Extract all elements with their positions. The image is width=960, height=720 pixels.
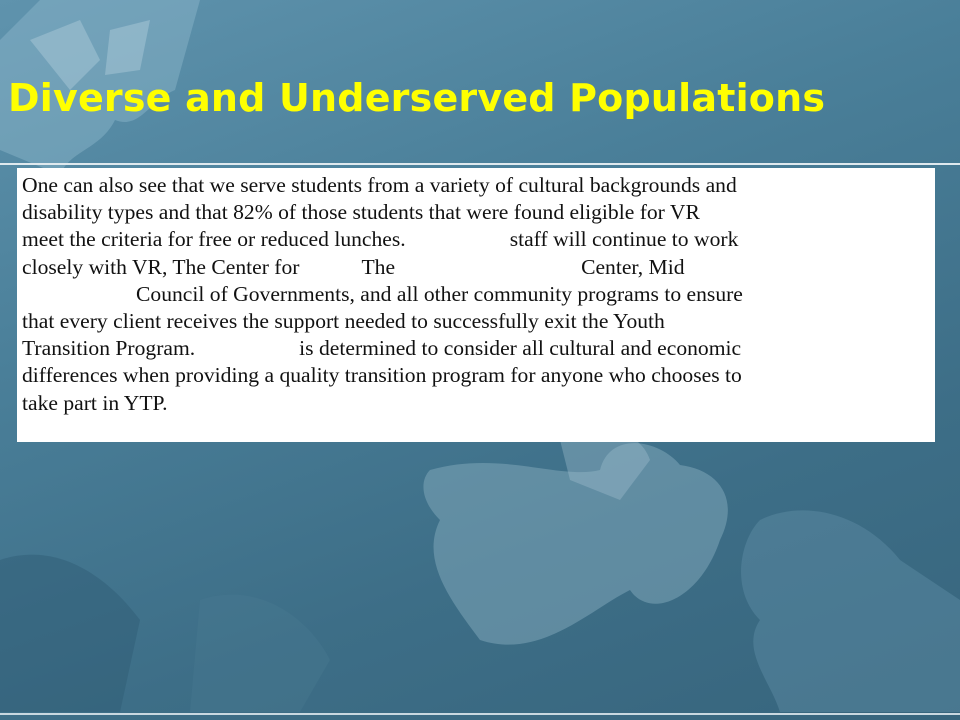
text-line bbox=[22, 335, 923, 362]
text-segment: Transition Program. bbox=[22, 336, 196, 361]
text-segment: meet the criteria for free or reduced lunches. bbox=[22, 227, 406, 252]
text-line: take part in YTP. bbox=[22, 390, 168, 415]
text-line: One can also see that we serve students from a variety of cultural backgrounds and bbox=[22, 173, 737, 197]
text-line: that every client receives the support needed to successfully exit the Youth bbox=[22, 309, 665, 334]
bottom-divider bbox=[0, 713, 960, 715]
text-segment: is determined to consider all cultural and economic bbox=[299, 336, 742, 361]
text-line bbox=[22, 226, 923, 253]
text-line bbox=[22, 281, 923, 308]
text-segment: The bbox=[361, 254, 396, 279]
text-line: differences when providing a quality transition program for anyone who chooses to bbox=[22, 363, 742, 388]
text-segment: Council of Governments, and all other community programs to ensure bbox=[136, 281, 743, 306]
text-segment: closely with VR, The Center for bbox=[22, 254, 300, 279]
text-line: disability types and that 82% of those students that were found eligible for VR bbox=[22, 200, 700, 225]
text-segment: Center, Mid bbox=[581, 254, 685, 279]
text-line bbox=[22, 254, 923, 281]
slide-title: Diverse and Underserved Populations bbox=[8, 76, 826, 120]
text-segment: staff will continue to work bbox=[509, 227, 739, 252]
scanned-text-excerpt bbox=[17, 168, 935, 442]
title-divider bbox=[0, 163, 960, 165]
